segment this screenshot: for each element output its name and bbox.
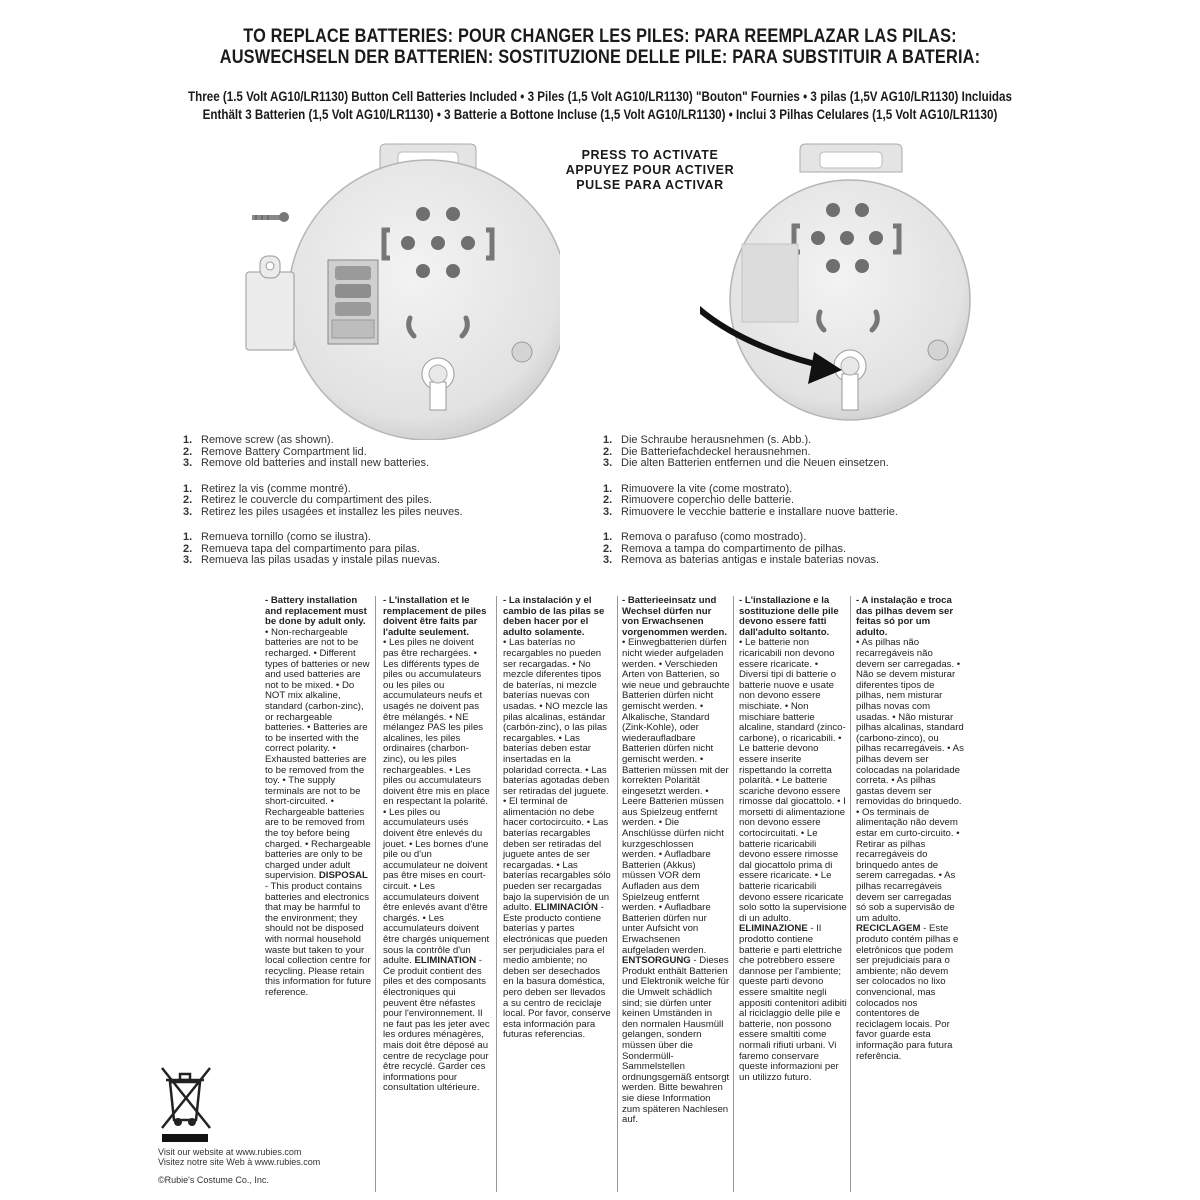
steps-left [183,435,463,567]
steps-french: 1. Retirez la vis (comme montré). 2. Retirez le couvercle du compartiment des piles. 3. Retirez les piles usagées et installez les piles neuves. [183,482,463,518]
crossed-out-bin-icon [158,1062,214,1146]
battery-info-line-2: Enthält 3 Batterien (1,5 Volt AG10/LR1130) • 3 Batterie a Bottone Incluse (1,5 Volt AG10/LR1130) • Inclui 3 Pilhas Celulares (1,5 Volt AG10/LR1130) [202,107,998,122]
steps-portuguese: 1. Remova o parafuso (como mostrado). 2. Remova a tampa do compartimento de pilhas. 3. Remova as baterias antigas e instale baterias novas. [603,531,880,566]
warning-column-french: - L'installation et le remplacement de piles doivent être faits par l'adulte seulement. • Les piles ne doivent pas être rechargées. • Les différents types de piles ou accumulateurs ou les piles ou accumulateurs neufs et usagés ne doivent pas être mélangés. • NE mélangez PAS les piles alcalines, les piles ordinaires (charbon-zinc), ou les piles rechargeables. • Les piles ou accumulateurs doivent être mis en place en respectant la polarité. • Les piles ou accumulateurs usés doivent être enlevés du jouet. • Les bornes d'une pile ou d'un accumulateur ne doivent pas être mises en court-circuit. • Les accumulateurs doivent être enlevés avant d'être chargés. • Les accumulateurs doivent être chargés uniquement sous la contrôle d'un adulte. ELIMINATION - Ce produit contient des piles et des composants électroniques qui peuvent être néfastes pour l'environnement. Il ne faut pas les jeter avec les ordures ménagères, mais doit être déposé au centre de recyclage pour être recyclé. Garder ces informations pour consultation ultérieure. [383,595,490,1094]
warning-column-german: - Batterieeinsatz und Wechsel dürfen nur von Erwachsenen vorgenommen werden. • Einwegbatterien dürfen nicht wieder aufgeladen werden. • Verschieden Arten von Batterien, so wie neue und gebrauchte Batterien dürfen nicht gemischt werden. • Alkalische, Standard (Zink-Kohle), oder wiederaufladbare Batterien dürfen nicht gemischt werden. • Batterien müssen mit der korrekten Polarität eingesetzt werden. • Leere Batterien müssen aus Spielzeug entfernt werden. • Die Anschlüsse dürfen nicht kurzgeschlossen werden. • Aufladbare Batterien (Akkus) müssen VOR dem Aufladen aus dem Spielzeug entfernt werden. • Aufladbare Batterien dürfen nur unter Aufsicht von Erwachsenen aufgeladen werden. ENTSORGUNG - Dieses Produkt enthält Batterien und Elektronik welche für die Umwelt schädlich sind; sie dürfen unter keinen Umständen in den normalen Hausmüll gelangen, sondern müssen über die Sondermüll-Sammelstellen ordnungsgemäß entsorgt werden. Bitte bewahren sie diese Information zum späteren Nachlesen auf. [622,595,730,1126]
website-line-english: Visit our website at www.rubies.com [158,1147,302,1157]
press-to-activate-label: PRESS TO ACTIVATE APPUYEZ POUR ACTIVER PULSE PARA ACTIVAR [565,148,735,192]
steps-spanish: 1. Remueva tornillo (como se ilustra). 2. Remueva tapa del compartimento para pilas. 3. Remueva las pilas usadas y instale pilas nuevas. [183,531,441,566]
column-divider [496,596,497,1192]
column-divider [850,596,851,1192]
battery-info-line-1: Three (1.5 Volt AG10/LR1130) Button Cell Batteries Included • 3 Piles (1,5 Volt AG10/LR1130) "Bouton" Fournies • 3 pilas (1,5V AG10/LR1130) Incluidas [188,89,1012,104]
website-line-french: Visitez notre site Web à www.rubies.com [158,1157,321,1167]
column-divider [617,596,618,1192]
warning-column-spanish: - La instalación y el cambio de las pilas se deben hacer por el adulto solamente. • Las baterías no recargables no pueden ser recargadas. • No mezcle diferentes tipos de baterías, ni mezcle baterías nuevas con usadas. • NO mezcle las pilas alcalinas, estándar (carbón-zinc), o las pilas recargables. • Las baterías deben estar insertadas en la polaridad correcta. • Las baterías agotadas deben ser retiradas del juguete. • El terminal de alimentación no debe hacer cortocircuito. • Las baterías recargables deben ser retiradas del juguete antes de ser recargadas. • Las baterías recargables sólo pueden ser recargadas bajo la supervisión de un adulto. ELIMINACIÓN - Este producto contiene baterías y partes electrónicas que pueden ser perjudiciales para el medio ambiente; no deben ser desechados en la basura doméstica, pero deben ser llevados a su centro de reciclaje local. Por favor, conserve esta información para futuras referencias. [503,595,611,1041]
warning-column-italian: - L'installazione e la sostituzione delle pile devono essere fatti dall'adulto soltanto. • Le batterie non ricaricabili non devono essere ricaricate. • Diversi tipi di batterie o batterie nuove e usate non devono essere mischiate. • Non mischiare batterie alcaline, standard (zinco-carbone), o ricaricabili. • Le batterie devono essere inserite rispettando la corretta polarità. • Le batterie scariche devono essere rimosse dal giocattolo. • I morsetti di alimentazione non devono essere cortocircuitati. • Le batterie ricaricabili devono essere rimosse dal giocattolo prima di essere ricaricate. • Le batterie ricaricabili devono essere ricaricate solo sotto la supervisione di un adulto. ELIMINAZIONE - Il prodotto contiene batterie e parti elettriche che potrebbero essere dannose per l'ambiente; queste parti devono essere smaltite negli appositi contenitori adibiti al riciclaggio delle pile e batterie, non possono essere smaltiti come normali rifiuti urbani. Vi faremo conservare queste informazioni per un utilizzo futuro. [739,595,847,1083]
steps-italian: 1. Rimuovere la vite (come mostrato). 2. Rimuovere coperchio delle batterie. 3. Rimuovere le vecchie batterie e installare nuove batterie. [603,482,898,518]
screw-icon [252,212,289,222]
title-line-1: TO REPLACE BATTERIES: POUR CHANGER LES PILES: PARA REEMPLAZAR LAS PILAS: [243,26,957,47]
warning-column-english: - Battery installation and replacement must be done by adult only. • Non-rechargeable batteries are not to be recharged. • Different types of batteries or new and used batteries are not to be mixed. • Do NOT mix alkaline, standard (carbon-zinc), or rechargeable batteries. • Batteries are to be inserted with the correct polarity. • Exhausted batteries are to be removed from the toy. • The supply terminals are not to be short-circuited. • Rechargeable batteries are to be removed from the toy before being charged. • Rechargeable batteries are only to be charged under adult supervision. DISPOSAL - This product contains batteries and electronics that may be harmful to the environment; they should not be disposed with normal household waste but taken to your local collection centre for recycling. Please retain this information for future reference. [265,595,372,998]
steps-right [603,435,898,567]
column-divider [733,596,734,1192]
compartment-lid-icon [246,256,294,350]
steps-english: 1. Remove screw (as shown). 2. Remove Battery Compartment lid. 3. Remove old batteries and install new batteries. [183,434,430,469]
title-line-2: AUSWECHSELN DER BATTERIEN: SOSTITUZIONE DELLE PILE: PARA SUBSTITUIR A BATERIA: [219,47,981,68]
battery-compartment-figure [230,140,560,440]
copyright: ©Rubie's Costume Co., Inc. [158,1175,269,1185]
column-divider [375,596,376,1192]
steps-german: 1. Die Schraube herausnehmen (s. Abb.). 2. Die Batteriefachdeckel herausnehmen. 3. Die alten Batterien entfernen und die Neuen einsetzen. [603,434,889,469]
warning-column-portuguese: - A instalação e troca das pilhas devem ser feitas só por um adulto. • As pilhas não recarregáveis não devem ser carregadas. • Não se devem misturar diferentes tipos de pilhas, nem misturar pilhas novas com usadas. • Não misturar pilhas alcalinas, standard (carbono-zinco), ou pilhas recarregáveis. • As pilhas devem ser colocadas na polaridade correta. • As pilhas gastas devem ser removidas do brinquedo. • Os terminais de alimentação não devem estar em curto-circuito. • Retirar as pilhas recarregáveis do brinquedo antes de serem carregadas. • As pilhas recarregáveis devem ser carregadas só sob a supervisão de um adulto. RECICLAGEM - Este produto contém pilhas e eletrônicos que podem ser prejudiciais para o ambiente; não devem ser colocados no lixo convencional, mas colocados nos contentores de reciclagem locais. Por favor guarde esta informação para futura referência. [856,595,964,1062]
